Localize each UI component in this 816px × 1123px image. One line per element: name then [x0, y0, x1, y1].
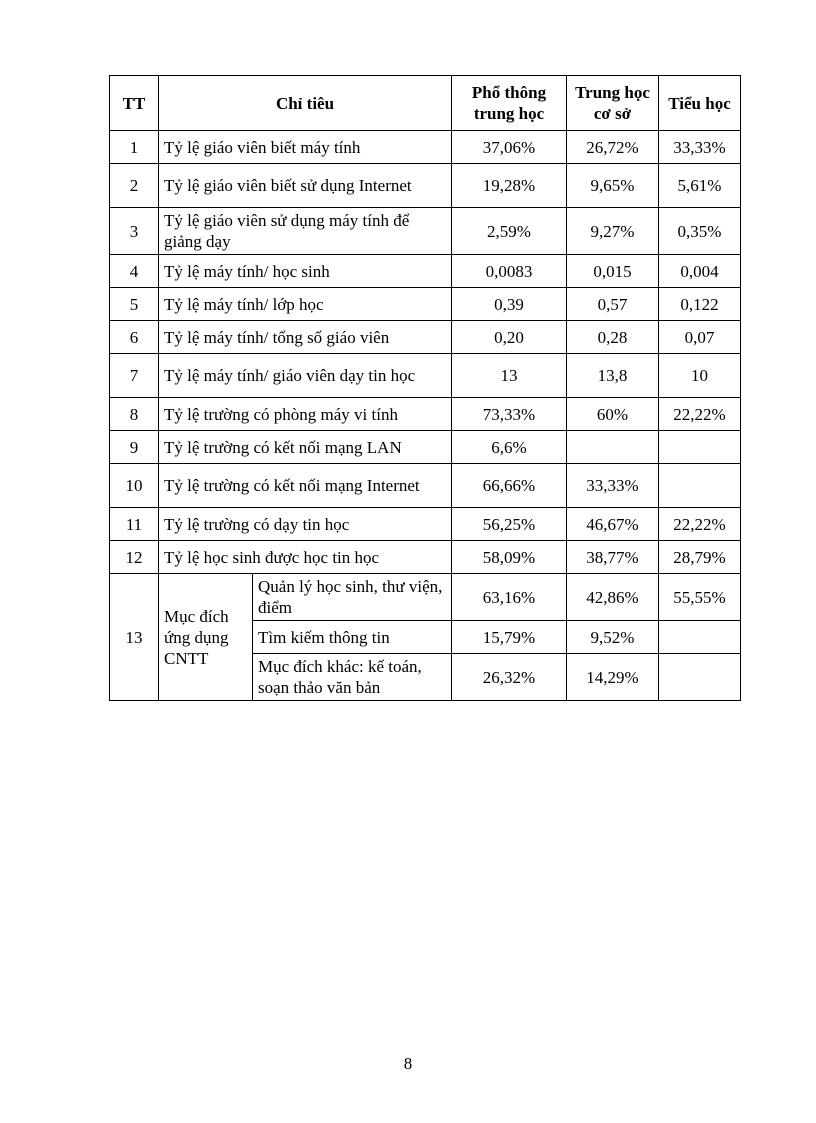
row-number: 3 — [110, 208, 159, 255]
value-pho-thong: 2,59% — [452, 208, 567, 255]
row-label: Tỷ lệ máy tính/ giáo viên dạy tin học — [159, 354, 452, 398]
value-tieu-hoc: 22,22% — [659, 398, 741, 431]
value-tieu-hoc: 0,35% — [659, 208, 741, 255]
row-label: Tỷ lệ trường có kết nối mạng LAN — [159, 431, 452, 464]
row-label: Tỷ lệ máy tính/ tổng số giáo viên — [159, 321, 452, 354]
row-number: 2 — [110, 164, 159, 208]
value-pho-thong: 37,06% — [452, 131, 567, 164]
value-tieu-hoc: 22,22% — [659, 508, 741, 541]
row-number: 12 — [110, 541, 159, 574]
value-tieu-hoc: 0,07 — [659, 321, 741, 354]
row-label: Tỷ lệ giáo viên biết máy tính — [159, 131, 452, 164]
sub-row-label: Mục đích khác: kế toán, soạn thảo văn bản — [253, 654, 452, 701]
table-row — [110, 431, 741, 464]
row-group-label: Mục đích ứng dụng CNTT — [159, 574, 253, 701]
value-tieu-hoc — [659, 654, 741, 701]
sub-row-label: Tìm kiếm thông tin — [253, 621, 452, 654]
value-tieu-hoc: 33,33% — [659, 131, 741, 164]
table-row — [110, 354, 741, 398]
row-number: 6 — [110, 321, 159, 354]
value-pho-thong: 66,66% — [452, 464, 567, 508]
table-row — [110, 131, 741, 164]
row-label: Tỷ lệ trường có phòng máy vi tính — [159, 398, 452, 431]
value-tieu-hoc: 5,61% — [659, 164, 741, 208]
value-pho-thong: 19,28% — [452, 164, 567, 208]
table-row — [110, 288, 741, 321]
value-pho-thong: 6,6% — [452, 431, 567, 464]
value-thcs: 42,86% — [567, 574, 659, 621]
value-tieu-hoc — [659, 464, 741, 508]
table-row — [110, 508, 741, 541]
value-thcs: 38,77% — [567, 541, 659, 574]
row-number: 1 — [110, 131, 159, 164]
row-label: Tỷ lệ máy tính/ lớp học — [159, 288, 452, 321]
table-row — [110, 541, 741, 574]
row-label: Tỷ lệ giáo viên biết sử dụng Internet — [159, 164, 452, 208]
row-number: 11 — [110, 508, 159, 541]
header-chi-tieu: Chỉ tiêu — [159, 76, 452, 131]
table-row — [110, 164, 741, 208]
value-thcs: 9,65% — [567, 164, 659, 208]
sub-row-label: Quản lý học sinh, thư viện, điểm — [253, 574, 452, 621]
row-number: 9 — [110, 431, 159, 464]
value-thcs: 0,28 — [567, 321, 659, 354]
value-thcs: 0,57 — [567, 288, 659, 321]
row-label: Tỷ lệ giáo viên sử dụng máy tính để giảng dạy — [159, 208, 452, 255]
table-row — [110, 321, 741, 354]
table-row — [110, 398, 741, 431]
value-thcs: 26,72% — [567, 131, 659, 164]
table-row — [110, 574, 741, 621]
value-pho-thong: 73,33% — [452, 398, 567, 431]
value-pho-thong: 13 — [452, 354, 567, 398]
table-row — [110, 208, 741, 255]
value-thcs — [567, 431, 659, 464]
row-number: 10 — [110, 464, 159, 508]
row-number: 4 — [110, 255, 159, 288]
value-thcs: 9,52% — [567, 621, 659, 654]
header-pho-thong: Phổ thông trung học — [452, 76, 567, 131]
row-label: Tỷ lệ trường có kết nối mạng Internet — [159, 464, 452, 508]
header-thcs: Trung học cơ sở — [567, 76, 659, 131]
value-pho-thong: 58,09% — [452, 541, 567, 574]
value-pho-thong: 15,79% — [452, 621, 567, 654]
header-tt: TT — [110, 76, 159, 131]
row-number: 8 — [110, 398, 159, 431]
row-label: Tỷ lệ trường có dạy tin học — [159, 508, 452, 541]
value-pho-thong: 26,32% — [452, 654, 567, 701]
value-pho-thong: 56,25% — [452, 508, 567, 541]
row-label: Tỷ lệ máy tính/ học sinh — [159, 255, 452, 288]
value-thcs: 33,33% — [567, 464, 659, 508]
value-tieu-hoc: 0,122 — [659, 288, 741, 321]
value-pho-thong: 0,0083 — [452, 255, 567, 288]
value-tieu-hoc — [659, 621, 741, 654]
value-thcs: 46,67% — [567, 508, 659, 541]
header-tieu-hoc: Tiểu học — [659, 76, 741, 131]
header-row — [110, 76, 741, 131]
value-tieu-hoc: 55,55% — [659, 574, 741, 621]
value-thcs: 9,27% — [567, 208, 659, 255]
statistics-table — [109, 75, 741, 701]
table-row — [110, 464, 741, 508]
row-number: 5 — [110, 288, 159, 321]
value-thcs: 13,8 — [567, 354, 659, 398]
value-thcs: 0,015 — [567, 255, 659, 288]
value-tieu-hoc: 28,79% — [659, 541, 741, 574]
value-thcs: 14,29% — [567, 654, 659, 701]
value-pho-thong: 0,20 — [452, 321, 567, 354]
row-number: 13 — [110, 574, 159, 701]
row-label: Tỷ lệ học sinh được học tin học — [159, 541, 452, 574]
value-thcs: 60% — [567, 398, 659, 431]
value-pho-thong: 0,39 — [452, 288, 567, 321]
row-number: 7 — [110, 354, 159, 398]
value-tieu-hoc — [659, 431, 741, 464]
value-pho-thong: 63,16% — [452, 574, 567, 621]
table-row — [110, 255, 741, 288]
value-tieu-hoc: 0,004 — [659, 255, 741, 288]
page-number: 8 — [403, 1054, 413, 1073]
value-tieu-hoc: 10 — [659, 354, 741, 398]
